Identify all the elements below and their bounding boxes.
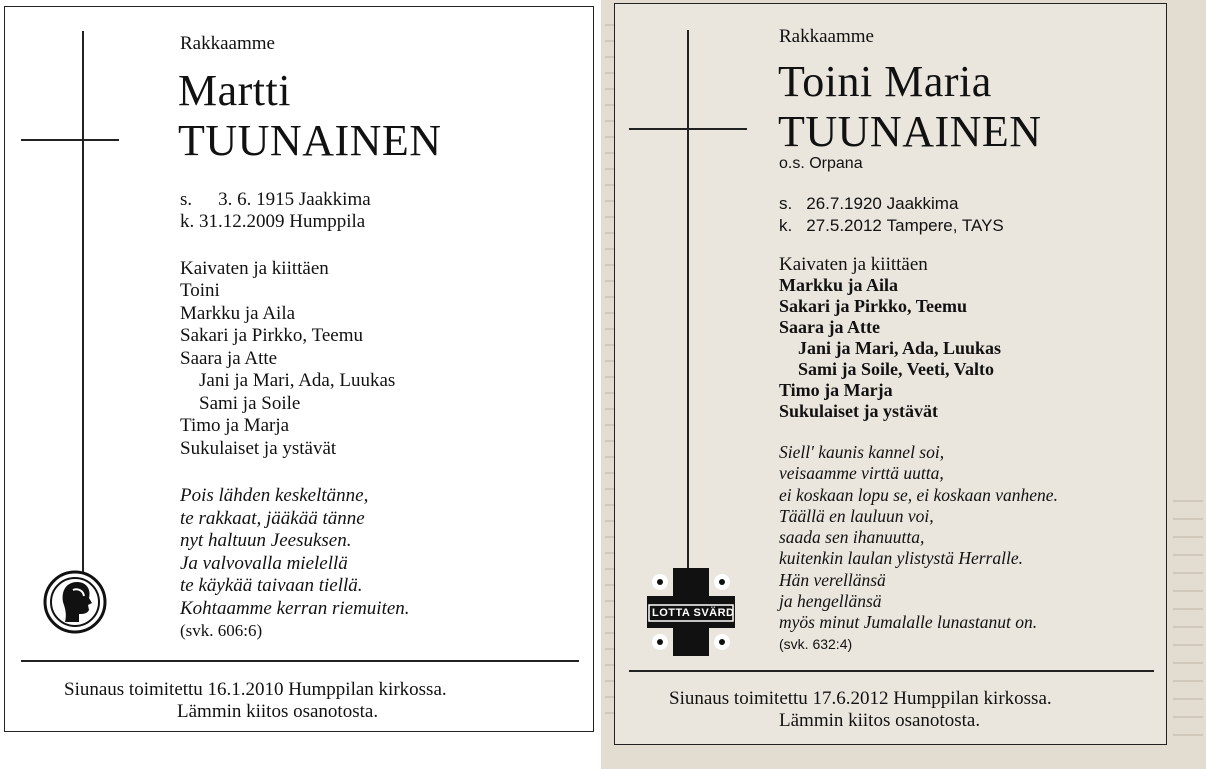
grandchild: Jani ja Mari, Ada, Luukas [199,370,396,391]
footer-divider [629,670,1154,672]
footer-service-line: Siunaus toimitettu 17.6.2012 Humppilan kirkossa. [669,688,1052,709]
cross-horizontal [629,128,747,130]
first-name: Martti [178,66,291,115]
lotta-svard-emblem-icon [645,566,737,658]
mourners-list [779,275,1001,422]
last-name: TUUNAINEN [778,107,1042,156]
grandchild: Sami ja Soile [199,392,301,414]
born-line: s. 26.7.1920 Jaakkima [779,194,959,213]
footer-divider [21,660,579,662]
mourner: Markku ja Aila [180,302,296,324]
footer-service-line: Siunaus toimitettu 16.1.2010 Humppilan kirkossa. [64,679,447,700]
mourner: Sukulaiset ja ystävät [779,401,939,421]
verse-line: Pois lähden keskeltänne, [180,485,369,506]
mourner: Sakari ja Pirkko, Teemu [779,296,968,316]
verse-line: Hän verellänsä [779,569,886,590]
verse-line: saada sen ihanuutta, [779,527,925,548]
first-name: Toini Maria [778,57,992,106]
mourner: Markku ja Aila [779,275,899,295]
verse-line: ja hengellänsä [779,591,882,612]
verse-line: ei koskaan lopu se, ei koskaan vanhene. [779,484,1058,505]
verse-line: veisaamme virttä uutta, [779,463,944,484]
heading: Rakkaamme [779,26,874,47]
verse [180,485,410,620]
verse-reference: (svk. 632:4) [779,636,853,652]
footer-thanks-line: Lämmin kiitos osanotosta. [779,710,981,731]
last-name: TUUNAINEN [178,116,442,165]
footer-thanks-line: Lämmin kiitos osanotosta. [177,701,379,722]
grandchild: Sami ja Soile, Veeti, Valto [798,359,995,379]
heading: Rakkaamme [180,33,275,54]
verse-line: Siell' kaunis kannel soi, [779,442,945,462]
died-line: k. 31.12.2009 Humppila [180,211,366,232]
emblem-label: LOTTA SVÄRD [652,607,735,619]
verse-line: nyt haltuun Jeesuksen. [180,530,352,551]
mourner: Saara ja Atte [779,317,880,337]
verse-line: te rakkaat, jääkää tänne [180,507,365,529]
veteran-profile-emblem-icon [43,570,107,634]
background-print-fragment [1173,500,1203,740]
verse-line: Kohtaamme kerran riemuiten. [180,597,410,619]
verse-line: Ja valvovalla mielellä [180,552,348,574]
cross-vertical [82,31,84,583]
verse-line: myös minut Jumalalle lunastanut on. [779,612,1038,633]
mourner: Saara ja Atte [180,347,278,369]
cross-vertical [687,30,689,590]
mourners-intro: Kaivaten ja kiittäen [779,254,928,275]
grandchild: Jani ja Mari, Ada, Luukas [798,338,1002,358]
verse-line: Täällä en lauluun voi, [779,505,934,526]
verse-reference: (svk. 606:6) [180,621,263,640]
mourner: Timo ja Marja [180,415,290,436]
mourner: Sukulaiset ja ystävät [180,437,337,459]
mourner: Toini [180,280,220,301]
mourners-intro: Kaivaten ja kiittäen [180,258,329,279]
mourner: Sakari ja Pirkko, Teemu [180,325,364,346]
maiden-name: o.s. Orpana [779,155,863,172]
obituary-notice-toini [614,3,1167,745]
verse-line: kuitenkin laulan ylistystä Herralle. [779,548,1023,569]
verse [779,442,1058,634]
obituary-notice-martti [4,6,594,732]
verse-line: te käykää taivaan tiellä. [180,575,363,596]
died-line: k. 27.5.2012 Tampere, TAYS [779,216,1004,235]
mourner: Timo ja Marja [779,380,893,400]
born-line: s. 3. 6. 1915 Jaakkima [180,189,371,210]
mourners-list [180,280,395,460]
cross-horizontal [21,139,119,141]
